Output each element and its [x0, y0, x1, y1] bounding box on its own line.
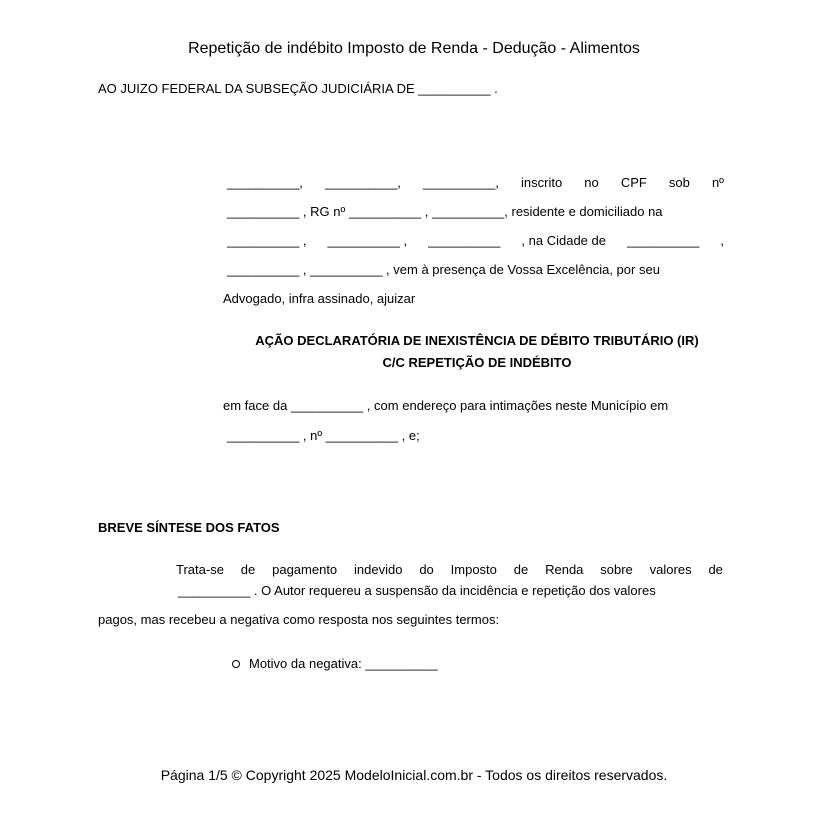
qualification-word: nº [711, 175, 724, 190]
qualification-word: inscrito [521, 175, 563, 190]
facts-word: de [708, 562, 723, 577]
qualification-word: CPF [620, 175, 647, 190]
qualification-word: sob [668, 175, 690, 190]
facts-word: Trata-se [176, 562, 224, 577]
addressee-line: AO JUIZO FEDERAL DA SUBSEÇÃO JUDICIÁRIA DE __________ . [98, 81, 498, 96]
facts-word: sobre [600, 562, 633, 577]
section-heading: BREVE SÍNTESE DOS FATOS [98, 520, 280, 535]
facts-word: pagamento [272, 562, 338, 577]
list-item [232, 656, 438, 671]
facts-word: Renda [545, 562, 584, 577]
qualification-word: __________ [627, 233, 700, 248]
facts-line-2: __________ . O Autor requereu a suspensão da incidência e repetição dos valores [178, 583, 656, 598]
facts-line-3: pagos, mas recebeu a negativa como resposta nos seguintes termos: [98, 612, 500, 627]
qualification-word: no [584, 175, 599, 190]
qualification-line-2: __________ , RG nº __________ , __________, residente e domiciliado na [227, 204, 663, 219]
qualification-line-4: __________ , __________ , vem à presença de Vossa Excelência, por seu [227, 262, 660, 277]
defendant-line-1: em face da __________ , com endereço para intimações neste Município em [223, 398, 669, 413]
action-title-line-1: AÇÃO DECLARATÓRIA DE INEXISTÊNCIA DE DÉBITO TRIBUTÁRIO (IR) [255, 333, 699, 348]
defendant-line-2: __________ , nº __________ , e; [227, 428, 420, 443]
facts-word: valores [649, 562, 692, 577]
facts-word: do [419, 562, 434, 577]
page-footer: Página 1/5 © Copyright 2025 ModeloInicial.com.br - Todos os direitos reservados. [160, 767, 668, 783]
qualification-line-5: Advogado, infra assinado, ajuizar [223, 291, 416, 306]
list-item-text: Motivo da negativa: __________ [249, 656, 438, 671]
qualification-word: __________ , [227, 233, 307, 248]
qualification-word: , na Cidade de [521, 233, 606, 248]
action-title-line-2: C/C REPETIÇÃO DE INDÉBITO [382, 355, 572, 370]
qualification-line-1 [227, 175, 724, 190]
facts-word: de [240, 562, 256, 577]
qualification-word: __________, [325, 175, 401, 190]
qualification-line-3 [227, 233, 724, 248]
qualification-word: , [720, 233, 724, 248]
qualification-word: __________, [423, 175, 499, 190]
facts-word: indevido [354, 562, 403, 577]
facts-line-1 [176, 562, 723, 577]
qualification-word: __________, [227, 175, 303, 190]
qualification-word: __________ [428, 233, 501, 248]
circle-bullet-icon [232, 660, 240, 668]
document-header-title: Repetição de indébito Imposto de Renda - Dedução - Alimentos [188, 40, 640, 57]
facts-word: Imposto [450, 562, 497, 577]
qualification-word: __________ , [327, 233, 408, 248]
facts-word: de [513, 562, 529, 577]
